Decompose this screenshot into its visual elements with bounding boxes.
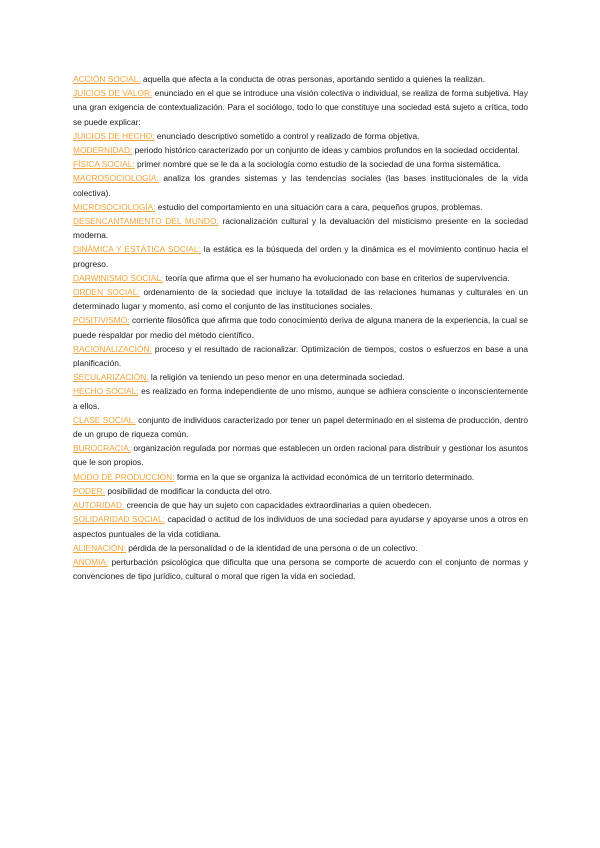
glossary-entry (73, 200, 528, 214)
glossary-term: JUICIOS DE HECHO: (73, 130, 155, 141)
glossary-entry (73, 72, 528, 86)
glossary-term: CLASE SOCIAL: (73, 414, 136, 425)
glossary-entry (73, 555, 528, 583)
glossary-term: MODO DE PRODUCCIÓN: (73, 471, 175, 482)
glossary-entry (73, 285, 528, 313)
glossary-definition: conjunto de individuos caracterizado por tener un papel determinado en el sistema de producción, dentro de un grupo de riqueza común. (73, 414, 528, 440)
glossary-term: PODER: (73, 485, 105, 496)
glossary-entry (73, 484, 528, 498)
glossary-entry (73, 143, 528, 157)
glossary-term: AUTORIDAD: (73, 500, 125, 511)
glossary-term: DINÁMICA Y ESTÁTICA SOCIAL: (73, 244, 201, 255)
glossary-term: BUROCRACIA: (73, 443, 131, 454)
glossary-term: DARWINISMO SOCIAL: (73, 272, 164, 283)
glossary-definition: aquella que afecta a la conducta de otras personas, aportando sentido a quienes la realizan. (143, 74, 485, 84)
glossary-entry (73, 512, 528, 540)
glossary-definition: estudio del comportamiento en una situación cara a cara, pequeños grupos, problemas. (157, 201, 483, 212)
glossary-definition: posibilidad de modificar la conducta del otro. (107, 485, 272, 496)
glossary-definition: forma en la que se organiza la actividad económica de un territorio determinado. (176, 471, 475, 482)
glossary-entry (73, 157, 528, 171)
glossary-entry (73, 498, 528, 512)
glossary-term: JUICIOS DE VALOR: (73, 88, 153, 99)
glossary-term: FÍSICA SOCIAL: (73, 159, 135, 170)
glossary-entry (73, 242, 528, 270)
glossary-definition: corriente filosófica que afirma que todo conocimiento deriva de alguna manera de la experiencia, la cual se puede respaldar por medio del método científico. (73, 315, 528, 340)
glossary-definition: proceso y el resultado de racionalizar. Optimización de tiempos, costos o esfuerzos en base a una planificación. (73, 343, 529, 369)
glossary-term: SECULARIZACIÓN: (73, 372, 149, 383)
glossary-definition: racionalización cultural y la devaluación del misticismo presente en la sociedad moderna. (73, 216, 529, 241)
glossary-entry (73, 370, 528, 384)
glossary-term: DESENCANTAMIENTO DEL MUNDO: (73, 216, 219, 227)
glossary-definition: analiza los grandes sistemas y las tendencias sociales (las bases institucionales de la vida colectiva). (73, 173, 528, 198)
glossary-definition: primer nombre que se le da a la sociología como estudio de la sociedad de una forma sistemática. (137, 159, 501, 170)
glossary-definition: organización regulada por normas que establecen un orden racional para distribuir y gestionar los asuntos que le son propios. (73, 443, 528, 468)
glossary-definition: periodo histórico caracterizado por un conjunto de ideas y cambios profundos en la sociedad occidental. (134, 145, 520, 156)
glossary-definition: la religión va teniendo un peso menor en una determinada sociedad. (150, 372, 405, 383)
glossary-entry (73, 313, 528, 341)
glossary-definition: enunciado en el que se introduce una visión colectiva o individual, se realiza de forma subjetiva. Hay una gran exigencia de contextualización. Para el sociólogo, todo lo que constituye una sociedad está sujeto a crítica, todo se puede explicar: (73, 88, 528, 127)
glossary-page (73, 72, 528, 583)
glossary-entry (73, 171, 528, 199)
glossary-term: MICROSOCIOLOGÍA: (73, 201, 156, 212)
glossary-term: ANOMIA: (73, 556, 109, 567)
glossary-term: RACIONALIZACIÓN: (73, 343, 152, 354)
glossary-definition: teoría que afirma que el ser humano ha evolucionado con base en criterios de supervivencia. (165, 272, 510, 283)
glossary-definition: es realizado en forma independiente de uno mismo, aunque se adhiera consciente o inconscientemente a ellos. (73, 386, 529, 411)
glossary-entry (73, 384, 528, 412)
glossary-entry (73, 541, 528, 555)
glossary-term: ALIENACIÓN: (73, 542, 126, 553)
glossary-entry (73, 271, 528, 285)
glossary-entry (73, 413, 528, 441)
glossary-entry (73, 129, 528, 143)
glossary-definition: pérdida de la personalidad o de la identidad de una persona o de un colectivo. (128, 542, 418, 553)
glossary-definition: creencia de que hay un sujeto con capacidades extraordinarias a quien obedecen. (126, 500, 432, 511)
glossary-entry (73, 214, 528, 242)
glossary-entry (73, 342, 528, 370)
glossary-term: SOLIDARIDAD SOCIAL: (73, 514, 165, 525)
glossary-entry (73, 86, 528, 129)
glossary-definition: la estática es la búsqueda del orden y la dinámica es el movimiento continuo hacia el progreso. (73, 244, 529, 269)
glossary-term: POSITIVISMO: (73, 315, 130, 326)
glossary-term: ORDEN SOCIAL: (73, 287, 140, 298)
glossary-term: MACROSOCIOLOGÍA: (73, 173, 159, 184)
glossary-entry (73, 470, 528, 484)
glossary-term: MODERNIDAD: (73, 145, 133, 156)
glossary-definition: enunciado descriptivo sometido a control y realizado de forma objetiva. (156, 130, 420, 141)
glossary-entry (73, 441, 528, 469)
glossary-definition: perturbación psicológica que dificulta que una persona se comporte de acuerdo con el conjunto de normas y convenciones de tipo jurídico, cultural o moral que rigen la vida en sociedad. (73, 556, 528, 582)
glossary-term: HECHO SOCIAL: (73, 386, 139, 397)
glossary-definition: capacidad o actitud de los individuos de una sociedad para ayudarse y apoyarse unos a otros en aspectos puntuales de la vida cotidiana. (73, 514, 529, 539)
glossary-term: ACCIÓN SOCIAL: (73, 74, 141, 84)
glossary-definition: ordenamiento de la sociedad que incluye la totalidad de las relaciones humanas y culturales en un determinado lugar y momento, así como el conjunto de las instituciones sociales. (73, 287, 528, 312)
